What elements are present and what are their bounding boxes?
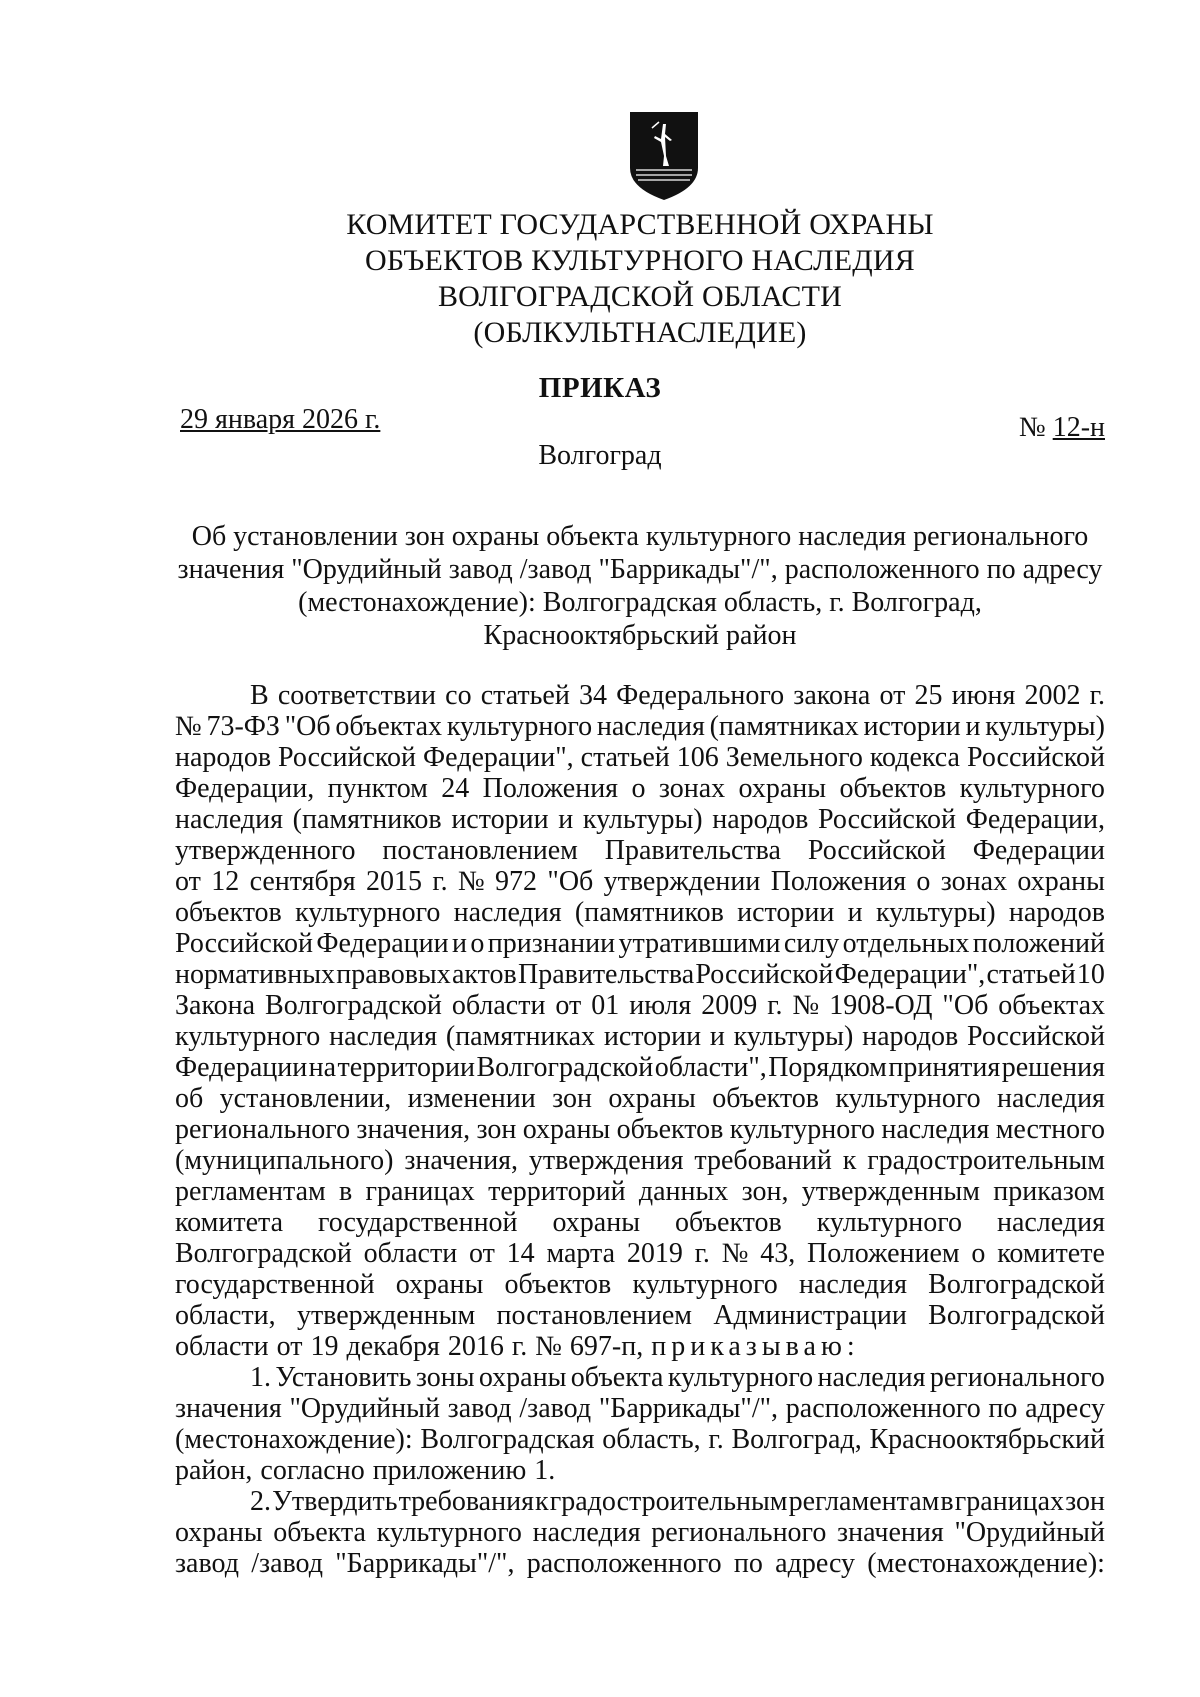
item-1-paragraph: [175, 1362, 1105, 1486]
paragraph-line: Закона Волгоградской области от 01 июля 2009 г. № 1908-ОД "Об объектах: [175, 990, 1105, 1021]
paragraph-line: регламентам в границах территорий данных зон, утвержденным приказом: [175, 1176, 1105, 1207]
document-date: 29 января 2026 г.: [180, 404, 381, 435]
paragraph-line: Федерации на территории Волгоградской области", Порядком принятия решения: [175, 1052, 1105, 1083]
organization-name: [330, 207, 950, 351]
paragraph-line: нормативных правовых актов Правительства Российской Федерации", статьей 10: [175, 959, 1105, 990]
title-line: значения "Орудийный завод /завод "Баррикады"/", расположенного по адресу: [177, 554, 1103, 585]
paragraph-line: № 73-ФЗ "Об объектах культурного наследия (памятниках истории и культуры): [175, 711, 1105, 742]
document-meta: [180, 404, 1105, 443]
paragraph-line: об установлении, изменении зон охраны объектов культурного наследия: [175, 1083, 1105, 1114]
paragraph-line: район, согласно приложению 1.: [175, 1455, 556, 1486]
number-value: 12-н: [1052, 412, 1105, 443]
paragraph-line: В соответствии со статьей 34 Федерального закона от 25 июня 2002 г.: [250, 680, 1105, 711]
paragraph-line: наследия (памятников истории и культуры) народов Российской Федерации,: [175, 804, 1105, 835]
volgograd-emblem-icon: [628, 110, 700, 202]
paragraph-line: утвержденного постановлением Правительства Российской Федерации: [175, 835, 1105, 866]
org-line: ВОЛГОГРАДСКОЙ ОБЛАСТИ: [437, 280, 843, 313]
paragraph-line: (муниципального) значения, утверждения требований к градостроительным: [175, 1145, 1105, 1176]
title-line: Краснооктябрьский район: [483, 620, 797, 651]
document-city: Волгоград: [538, 440, 662, 471]
paragraph-line: области, утвержденным постановлением Администрации Волгоградской: [175, 1300, 1105, 1331]
paragraph-line: комитета государственной охраны объектов культурного наследия: [175, 1207, 1105, 1238]
paragraph-line: (местонахождение): Волгоградская область, г. Волгоград, Краснооктябрьский: [175, 1424, 1105, 1455]
preamble-paragraph: [175, 680, 1105, 1362]
paragraph-line: завод /завод "Баррикады"/", расположенного по адресу (местонахождение):: [175, 1548, 1105, 1579]
paragraph-line: культурного наследия (памятниках истории и культуры) народов Российской: [175, 1021, 1105, 1052]
title-line: (местонахождение): Волгоградская область, г. Волгоград,: [298, 587, 982, 618]
paragraph-line: охраны объекта культурного наследия регионального значения "Орудийный: [175, 1517, 1105, 1548]
paragraph-line: регионального значения, зон охраны объектов культурного наследия местного: [175, 1114, 1105, 1145]
paragraph-line: от 12 сентября 2015 г. № 972 "Об утверждении Положения о зонах охраны: [175, 866, 1105, 897]
paragraph-line: значения "Орудийный завод /завод "Баррикады"/", расположенного по адресу: [175, 1393, 1105, 1424]
paragraph-line: Федерации, пунктом 24 Положения о зонах охраны объектов культурного: [175, 773, 1105, 804]
paragraph-line: объектов культурного наследия (памятников истории и культуры) народов: [175, 897, 1105, 928]
paragraph-line: государственной охраны объектов культурного наследия Волгоградской: [175, 1269, 1105, 1300]
paragraph-line: 2. Утвердить требования к градостроительным регламентам в границах зон: [250, 1486, 1105, 1517]
paragraph-line: Волгоградской области от 14 марта 2019 г. № 43, Положением о комитете: [175, 1238, 1105, 1269]
org-line: (ОБЛКУЛЬТНАСЛЕДИЕ): [473, 316, 807, 349]
document-title: [175, 520, 1105, 652]
document-type: ПРИКАЗ: [538, 372, 662, 404]
paragraph-line: 1. Установить зоны охраны объекта культурного наследия регионального: [250, 1362, 1105, 1393]
title-line: Об установлении зон охраны объекта культурного наследия регионального: [191, 521, 1089, 552]
paragraph-line: области от 19 декабря 2016 г. № 697-п, приказываю:: [175, 1331, 860, 1362]
item-2-paragraph: [175, 1486, 1105, 1579]
paragraph-line: народов Российской Федерации", статьей 106 Земельного кодекса Российской: [175, 742, 1105, 773]
org-line: КОМИТЕТ ГОСУДАРСТВЕННОЙ ОХРАНЫ: [346, 208, 934, 241]
paragraph-line: Российской Федерации и о признании утратившими силу отдельных положений: [175, 928, 1105, 959]
number-prefix: №: [1018, 412, 1053, 443]
org-line: ОБЪЕКТОВ КУЛЬТУРНОГО НАСЛЕДИЯ: [364, 244, 915, 277]
document-body: [175, 680, 1105, 1579]
